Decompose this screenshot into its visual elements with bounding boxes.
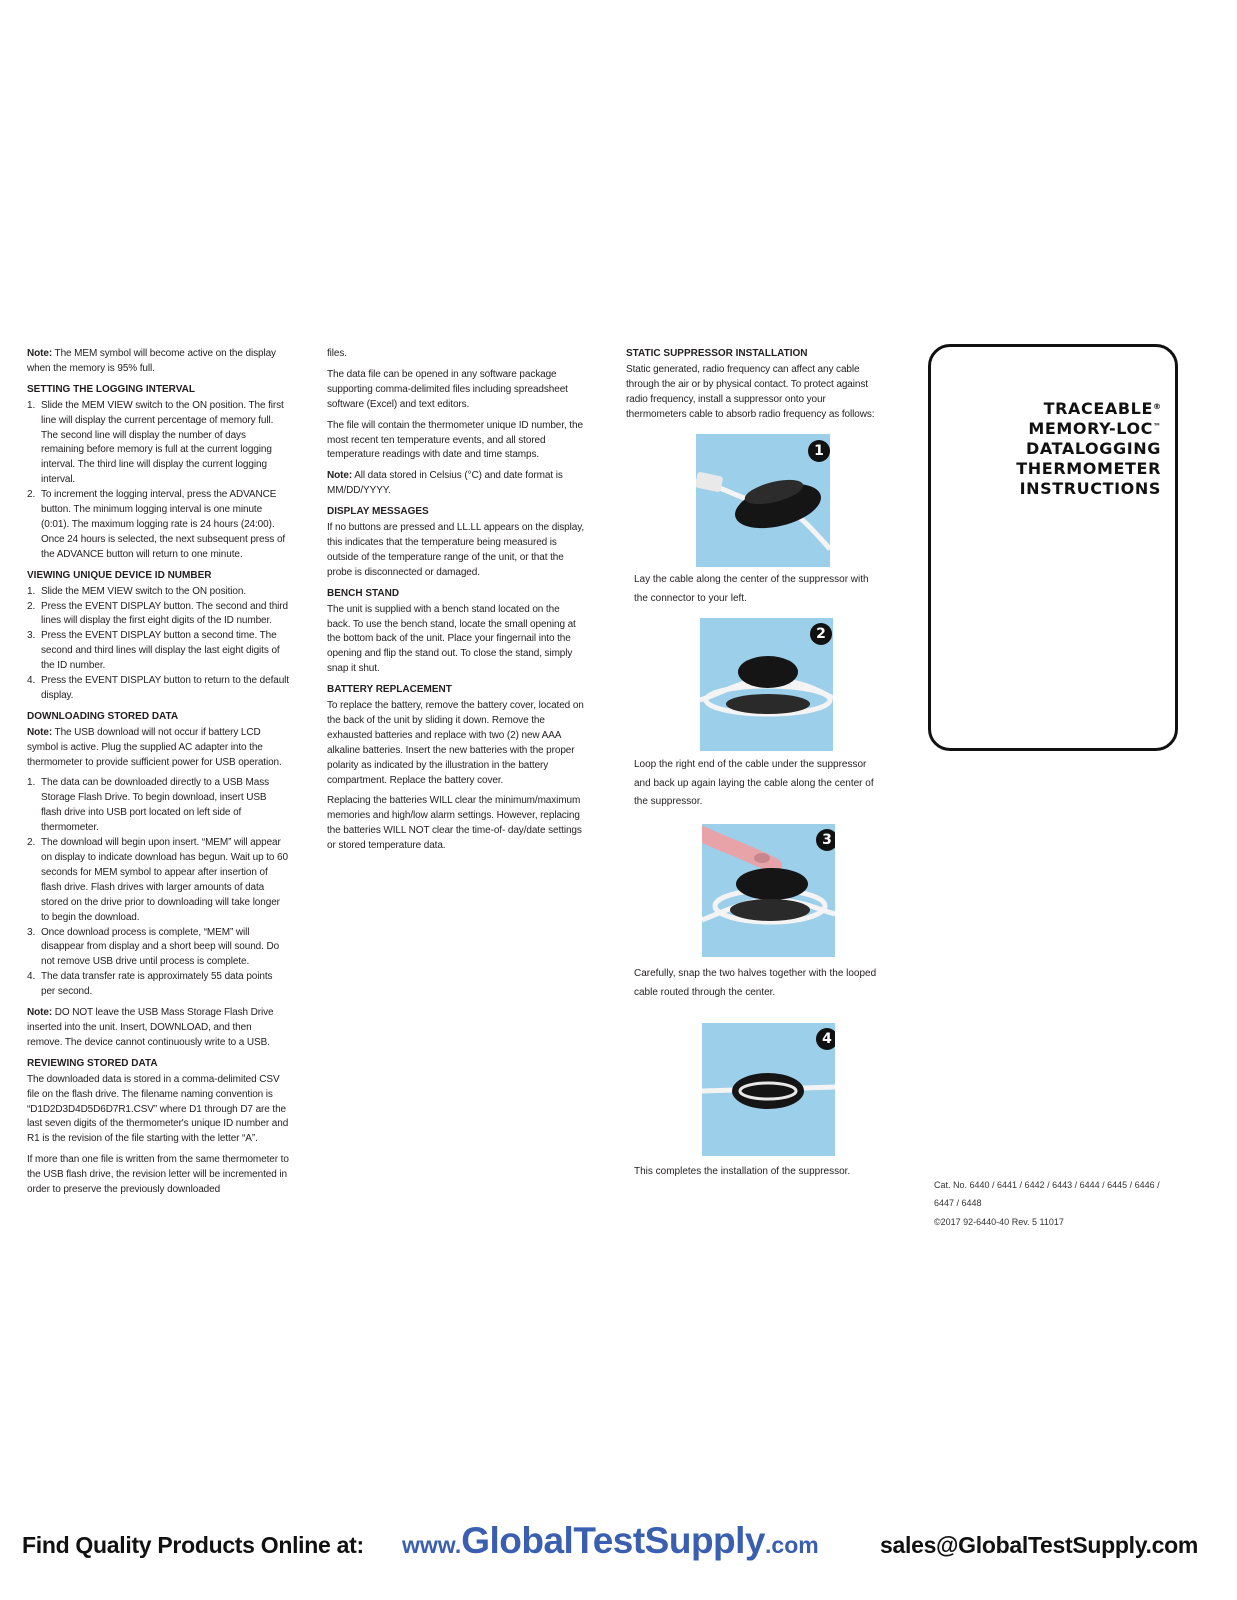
- step-4-photo: [702, 1023, 835, 1156]
- battery-replacement-text: To replace the battery, remove the battery cover, located on the back of the unit by sliding it down. Remove the exhausted batteries and replace with two (2) new AAA alkaline batteries. Insert the new batteries with the proper polarity as indicated by the illustration in the battery compartment. Replace the battery cover.: [327, 700, 584, 786]
- static-suppressor-text: Static generated, radio frequency can affect any cable through the air or by physical contact. To protect against radio frequency, install a suppressor onto your thermometers cable to absorb radio frequency as follows:: [626, 363, 875, 420]
- data-file-paragraph: The data file can be opened in any software package supporting comma-delimited files including spreadsheet software (Excel) and text editors.: [327, 368, 568, 410]
- step-4-caption: This completes the installation of the suppressor.: [634, 1166, 851, 1177]
- list-viewing-device-id: [27, 585, 289, 704]
- list-item: 1. Slide the MEM VIEW switch to the ON position.: [27, 585, 247, 597]
- list-item: 4. Press the EVENT DISPLAY button to return to the default display.: [27, 675, 289, 701]
- catalog-info: [934, 1176, 1174, 1231]
- reviewing-paragraph-2: If more than one file is written from the same thermometer to the USB flash drive, the revision letter will be incremented in order to preserve the previously downloaded: [27, 1154, 289, 1196]
- heading-reviewing-stored-data: REVIEWING STORED DATA: [27, 1057, 158, 1069]
- list-item: 2. To increment the logging interval, press the ADVANCE button. The minimum logging interval is one minute (0:01). The maximum logging rate is 24 hours (24:00). Once 24 hours is selected, the next subsequent press of the ADVANCE button will return to one minute.: [27, 489, 286, 560]
- heading-setting-logging-interval: SETTING THE LOGGING INTERVAL: [27, 383, 195, 395]
- copyright: ©2017 92-6440-40 Rev. 5 11017: [934, 1216, 1064, 1227]
- heading-downloading-stored-data: DOWNLOADING STORED DATA: [27, 710, 179, 722]
- suppressor-closed-illustration: [702, 1023, 835, 1156]
- heading-static-suppressor: STATIC SUPPRESSOR INSTALLATION: [626, 348, 808, 359]
- bench-stand-text: The unit is supplied with a bench stand located on the back. To use the bench stand, locate the small opening at the bottom back of the unit. Place your fingernail into the opening and flip the stand out. To close the stand, simply snap it shut.: [327, 603, 576, 675]
- email-link[interactable]: sales@GlobalTestSupply.com: [880, 1532, 1198, 1558]
- step-2-caption: Loop the right end of the cable under the suppressor and back up again laying the cable along the center of the suppressor.: [634, 759, 874, 807]
- note-usb-warning: Note: DO NOT leave the USB Mass Storage Flash Drive inserted into the unit. Insert, DOWNLOAD, and then remove. The device cannot continuously write to a USB.: [27, 1007, 274, 1048]
- continued-text: files.: [327, 348, 347, 359]
- note-celsius: Note: All data stored in Celsius (°C) and date format is MM/DD/YYYY.: [327, 470, 563, 497]
- list-downloading: [27, 776, 289, 1000]
- title-panel: [928, 344, 1178, 751]
- catalog-numbers-cont: 6447 / 6448: [934, 1198, 982, 1209]
- note-memory: Note: The MEM symbol will become active on the display when the memory is 95% full.: [27, 348, 276, 374]
- step-3-caption: Carefully, snap the two halves together with the looped cable routed through the center.: [634, 968, 877, 998]
- step-2-photo: [700, 618, 833, 751]
- list-item: 3. Once download process is complete, “MEM” will disappear from display and a short beep will sound. Do not remove USB drive until process is complete.: [27, 926, 280, 968]
- step-number-badge: 2: [810, 623, 832, 645]
- step-3-photo: [702, 824, 835, 957]
- suppressor-snap-illustration: [702, 824, 835, 957]
- catalog-numbers: Cat. No. 6440 / 6441 / 6442 / 6443 / 6444 / 6445 / 6446 /: [934, 1180, 1160, 1190]
- step-number-badge: 3: [816, 829, 835, 851]
- list-item: 2. Press the EVENT DISPLAY button. The second and third lines will display the first eight digits of the ID number.: [27, 600, 288, 627]
- step-1-caption: Lay the cable along the center of the suppressor with the connector to your left.: [634, 574, 869, 604]
- step-number-badge: 4: [816, 1028, 835, 1050]
- heading-display-messages: DISPLAY MESSAGES: [327, 506, 429, 518]
- battery-replacement-text-2: Replacing the batteries WILL clear the minimum/maximum memories and high/low alarm settings. However, replacing the batteries WILL NOT clear the time-of- day/date settings or stored temperature data.: [327, 795, 582, 852]
- list-item: 2. The download will begin upon insert. “MEM” will appear on display to indicate download has begun. Wait up to 60 seconds for MEM symbol to appear after insertion of flash drive. Flash drives with larger amounts of data stored on the drive prior to downloading will take longer to begin the download.: [27, 837, 288, 923]
- step-number-badge: 1: [808, 440, 830, 462]
- list-item: 3. Press the EVENT DISPLAY button a second time. The second and third lines will display the last eight digits of the ID number.: [27, 630, 280, 672]
- file-contents-paragraph: The file will contain the thermometer unique ID number, the most recent ten temperature events, and all stored temperature readings with date and time stamps.: [327, 419, 583, 461]
- website-link[interactable]: www.GlobalTestSupply.com: [402, 1520, 819, 1561]
- list-item: 4. The data transfer rate is approximately 55 data points per second.: [27, 971, 273, 998]
- list-setting-logging-interval: [27, 399, 289, 563]
- column-2: [327, 347, 585, 860]
- list-item: 1. The data can be downloaded directly to a USB Mass Storage Flash Drive. To begin download, insert USB flash drive into USB port located on left side of thermometer.: [27, 777, 270, 834]
- list-item: 1. Slide the MEM VIEW switch to the ON position. The first line will display the current percentage of memory full. The second line will display the number of days remaining before memory is full at the current logging interval. The third line will display the current logging interval.: [27, 399, 284, 486]
- reviewing-paragraph-1: The downloaded data is stored in a comma-delimited CSV file on the flash drive. The filename naming convention is “D1D2D3D4D5D6D7R1.CSV” where D1 through D7 are the last seven digits of the thermometer's unique ID number and R1 is the revision of the file starting with the letter “A”.: [27, 1073, 289, 1145]
- column-3: [626, 347, 888, 423]
- column-1: [27, 347, 289, 1204]
- heading-battery-replacement: BATTERY REPLACEMENT: [327, 684, 452, 696]
- note-usb-download: Note: The USB download will not occur if battery LCD symbol is active. Plug the supplied AC adapter into the thermometer to provide sufficient power for USB operation.: [27, 726, 282, 768]
- heading-viewing-device-id: VIEWING UNIQUE DEVICE ID NUMBER: [27, 569, 212, 581]
- step-1-photo: [696, 434, 830, 567]
- footer: [0, 1520, 1237, 1580]
- heading-bench-stand: BENCH STAND: [327, 587, 400, 599]
- footer-tagline: Find Quality Products Online at:: [22, 1532, 364, 1558]
- display-messages-text: If no buttons are pressed and LL.LL appears on the display, this indicates that the temperature being measured is outside of the temperature range of the unit, or that the probe is disconnected or damaged.: [327, 522, 585, 578]
- document-title: TRACEABLE® MEMORY-LOC™ DATALOGGING THERMOMETER INSTRUCTIONS: [1016, 399, 1161, 498]
